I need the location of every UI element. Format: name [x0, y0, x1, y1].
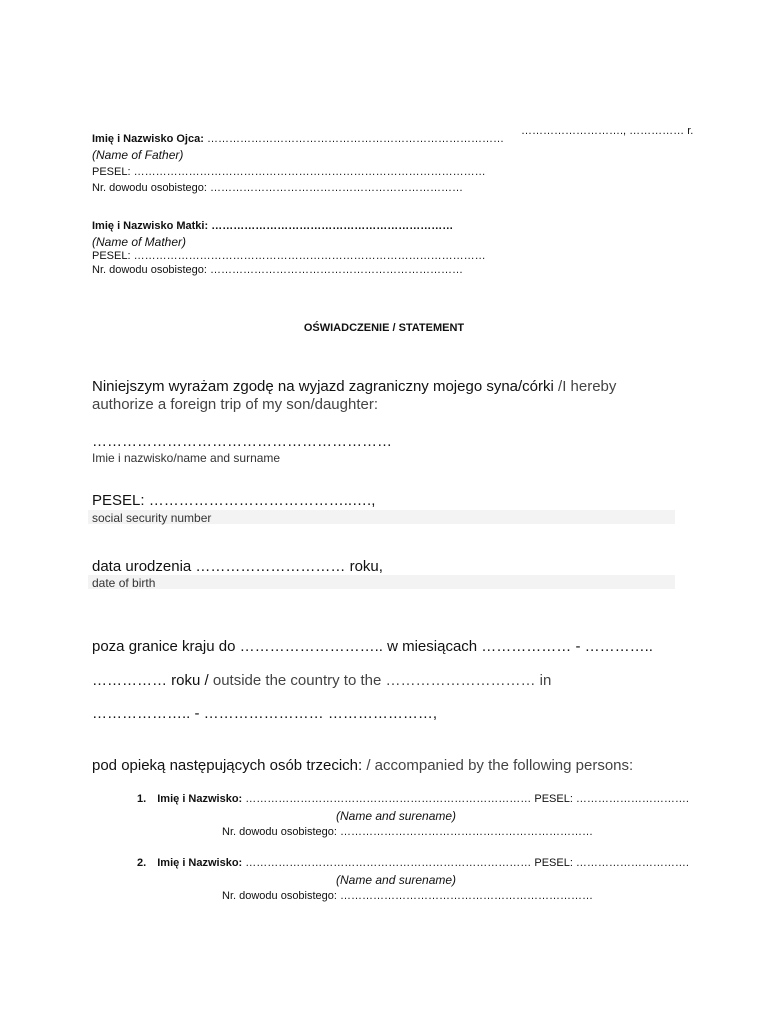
dob-line: data urodzenia ………………………… roku, — [92, 558, 383, 575]
father-name-line — [92, 133, 504, 145]
person-1-label: Imię i Nazwisko: — [157, 793, 243, 805]
child-name-sub: Imie i nazwisko/name and surname — [92, 451, 281, 465]
mother-pesel: PESEL: …………………………………………………………………………………… — [92, 250, 486, 262]
person-2-line — [137, 857, 689, 869]
dob-sub: date of birth — [92, 576, 156, 590]
child-pesel-sub: social security number — [92, 511, 212, 525]
child-name-dots: …………………………………………………… — [92, 433, 392, 450]
intro-pl: Niniejszym wyrażam zgodę na wyjazd zagraniczny mojego syna/córki — [92, 378, 559, 395]
travel-line-2 — [92, 672, 551, 689]
person-1-num: 1. — [137, 793, 147, 805]
mother-name-label: Imię i Nazwisko Matki: — [92, 220, 209, 232]
father-name-label: Imię i Nazwisko Ojca: — [92, 133, 204, 145]
mother-name-dots: ………………………………………………………… — [211, 220, 454, 232]
child-pesel-line: PESEL: …………………………………..…., — [92, 492, 376, 509]
person-2-dots: …………………………………………………………………… — [245, 857, 532, 869]
person-2-label: Imię i Nazwisko: — [157, 857, 243, 869]
person-2-num: 2. — [137, 857, 147, 869]
travel-line-3: ……………….. - …………………… …………………, — [92, 705, 437, 722]
person-1-pesel: PESEL: …………………………. — [534, 793, 689, 805]
mother-name-line — [92, 220, 453, 232]
person-1-line — [137, 793, 689, 805]
person-1-id: Nr. dowodu osobistego: …………………………………………………………… — [222, 826, 594, 838]
person-2-id: Nr. dowodu osobistego: …………………………………………………………… — [222, 890, 594, 902]
mother-name-sub: (Name of Mather) — [92, 235, 187, 249]
mother-id: Nr. dowodu osobistego: …………………………………………………………… — [92, 264, 464, 276]
person-2-pesel: PESEL: …………………………. — [534, 857, 689, 869]
intro-en-2: authorize a foreign trip of my son/daughter: — [92, 396, 378, 413]
travel-line-2-pl: …………… roku / — [92, 672, 213, 689]
date-place-field: ………………………., …………… r. — [521, 125, 694, 137]
accompanied-pl: pod opieką następujących osób trzecich: — [92, 757, 367, 774]
dob-shade — [88, 575, 675, 589]
person-2-sub: (Name and surename) — [336, 873, 457, 887]
person-1-sub: (Name and surename) — [336, 809, 457, 823]
accompanied-line — [92, 757, 633, 774]
intro-line-1 — [92, 378, 616, 395]
person-1-dots: …………………………………………………………………… — [245, 793, 532, 805]
accompanied-en: / accompanied by the following persons: — [366, 757, 634, 774]
father-name-dots: ……………………………………………………………………… — [206, 133, 504, 145]
father-pesel: PESEL: …………………………………………………………………………………… — [92, 166, 486, 178]
father-id: Nr. dowodu osobistego: …………………………………………………………… — [92, 182, 464, 194]
intro-en-1: /I hereby — [558, 378, 617, 395]
travel-line-1: poza granice kraju do ……………………….. w miesiącach ……………… - ………….. — [92, 638, 653, 655]
travel-line-2-en: outside the country to the ………………………… in — [212, 672, 552, 689]
statement-heading: OŚWIADCZENIE / STATEMENT — [303, 322, 465, 334]
father-name-sub: (Name of Father) — [92, 148, 184, 162]
